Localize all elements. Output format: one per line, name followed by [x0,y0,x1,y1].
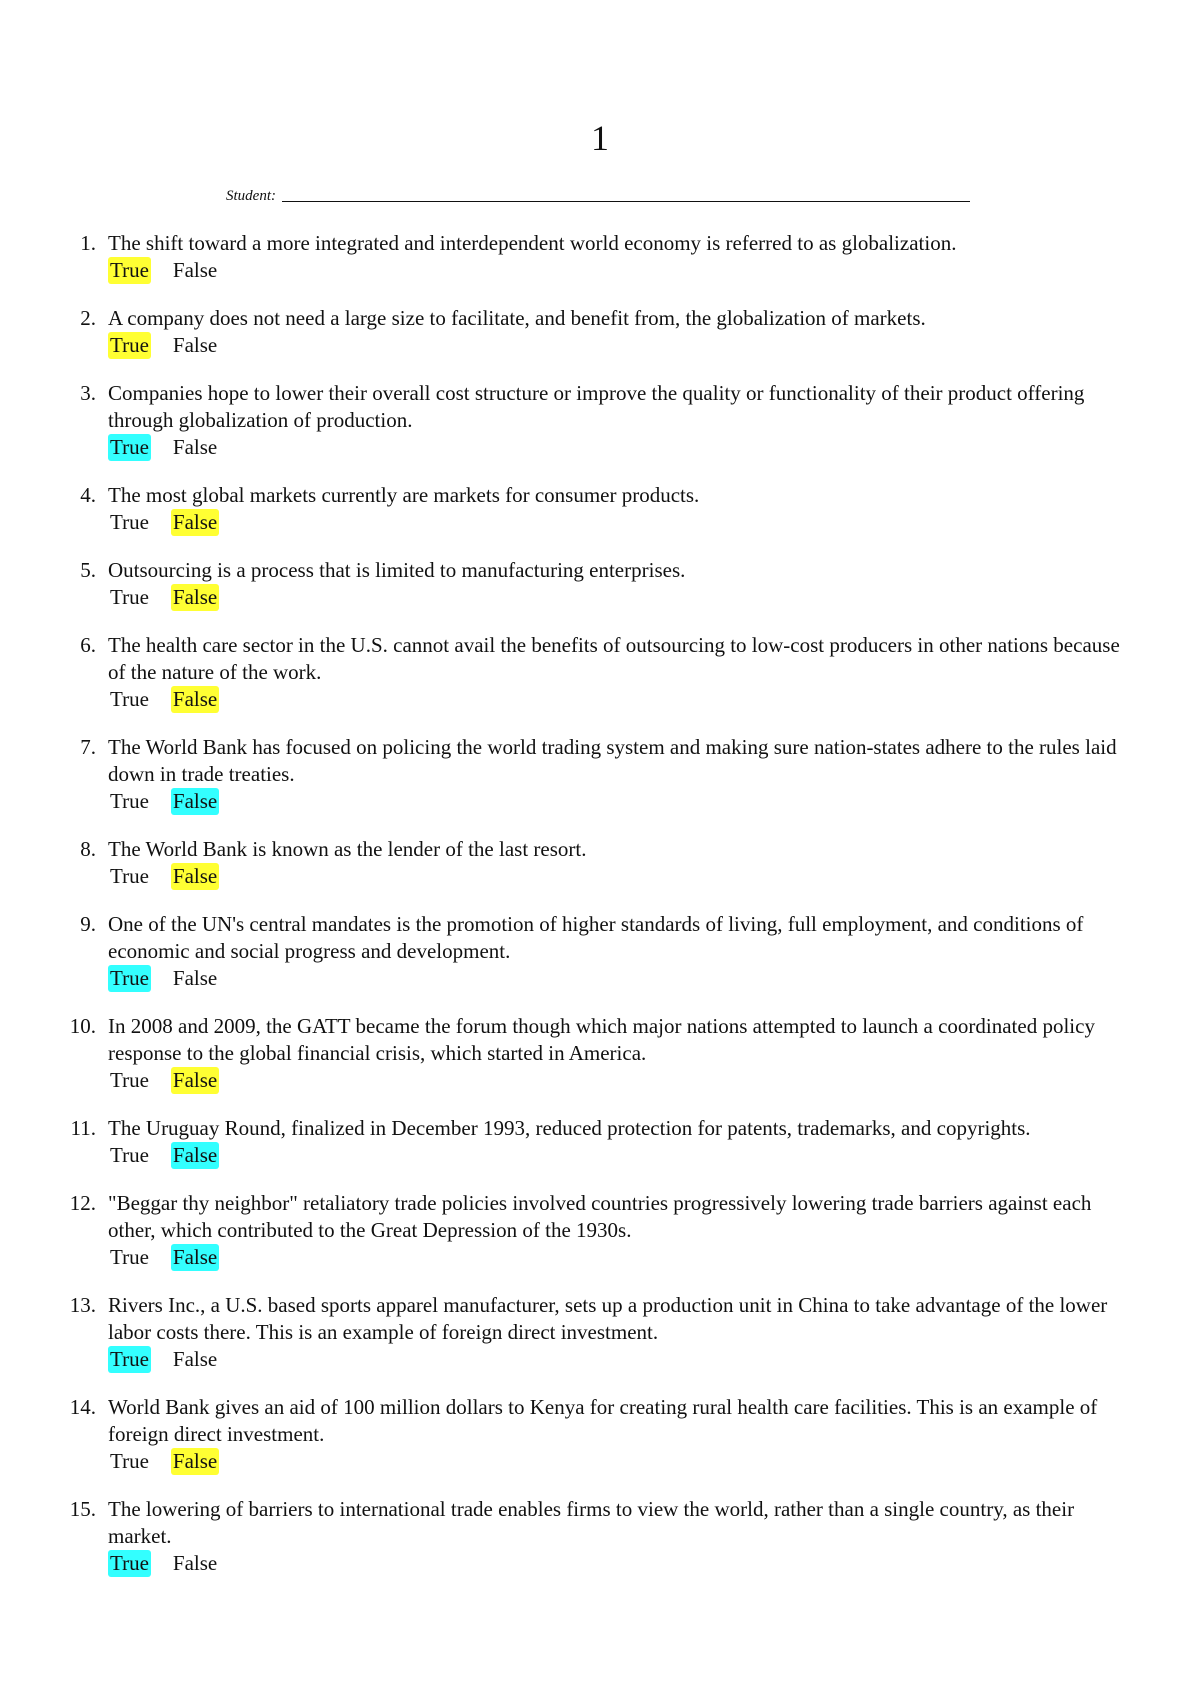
question-number: 2. [80,306,96,330]
answer-false: False [172,258,218,282]
answer-options [108,1244,1138,1271]
question-number: 14. [69,1395,96,1419]
question-number: 1. [80,231,96,255]
question-text: The lowering of barriers to international trade enables firms to view the world, rather than a single country, as their market. [108,1497,1075,1548]
question-text: Rivers Inc., a U.S. based sports apparel manufacturer, sets up a production unit in China to take advantage of the lower labor costs there. This is an example of foreign direct investment. [108,1293,1108,1344]
answer-options [108,1067,1138,1094]
answer-false: False [172,864,218,888]
question-item [58,632,1138,713]
question-item [58,734,1138,815]
question-number: 6. [80,633,96,657]
answer-options [108,686,1138,713]
answer-true: True [110,1347,149,1371]
answer-false: False [172,1551,218,1575]
question-item [58,1292,1138,1373]
question-text: In 2008 and 2009, the GATT became the forum though which major nations attempted to launch a coordinated policy response to the global financial crisis, which started in America. [108,1014,1095,1065]
question-text: The World Bank is known as the lender of the last resort. [108,837,587,861]
question-number: 7. [80,735,96,759]
answer-true: True [110,1143,149,1167]
question-number: 13. [69,1293,96,1317]
question-number: 9. [80,912,96,936]
question-item [58,230,1138,284]
answer-false: False [172,510,218,534]
answer-true: True [110,966,149,990]
question-number: 8. [80,837,96,861]
answer-true: True [110,1068,149,1092]
question-item [58,1115,1138,1169]
question-text: Outsourcing is a process that is limited to manufacturing enterprises. [108,558,686,582]
answer-options [108,257,1138,284]
question-item [58,482,1138,536]
answer-true: True [110,1245,149,1269]
answer-false: False [172,687,218,711]
answer-false: False [172,1068,218,1092]
answer-true: True [110,1551,149,1575]
question-text: The Uruguay Round, finalized in December 1993, reduced protection for patents, trademarks, and copyrights. [108,1116,1031,1140]
question-text: Companies hope to lower their overall cost structure or improve the quality or functionality of their product offering through globalization of production. [108,381,1085,432]
question-number: 10. [69,1014,96,1038]
answer-false: False [172,1449,218,1473]
answer-true: True [110,585,149,609]
question-number: 12. [69,1191,96,1215]
question-item [58,1190,1138,1271]
question-text: The World Bank has focused on policing the world trading system and making sure nation-states adhere to the rules laid down in trade treaties. [108,735,1117,786]
question-text: The health care sector in the U.S. cannot avail the benefits of outsourcing to low-cost producers in other nations because of the nature of the work. [108,633,1120,684]
answer-options [108,332,1138,359]
question-item [58,1496,1138,1577]
answer-true: True [110,435,149,459]
answer-false: False [172,435,218,459]
answer-options [108,863,1138,890]
question-text: One of the UN's central mandates is the promotion of higher standards of living, full employment, and conditions of economic and social progress and development. [108,912,1084,963]
answer-false: False [172,789,218,813]
answer-options [108,584,1138,611]
question-number: 15. [69,1497,96,1521]
answer-options [108,965,1138,992]
question-item [58,911,1138,992]
answer-false: False [172,1143,218,1167]
answer-false: False [172,966,218,990]
question-number: 11. [70,1116,96,1140]
answer-options [108,1346,1138,1373]
student-name-line [226,186,970,206]
question-item [58,1013,1138,1094]
answer-false: False [172,1245,218,1269]
question-number: 3. [80,381,96,405]
answer-true: True [110,687,149,711]
answer-true: True [110,864,149,888]
question-item [58,1394,1138,1475]
answer-options [108,1550,1138,1577]
answer-true: True [110,510,149,534]
question-text: "Beggar thy neighbor" retaliatory trade policies involved countries progressively lowering trade barriers against each other, which contributed to the Great Depression of the 1930s. [108,1191,1092,1242]
question-item [58,836,1138,890]
answer-true: True [110,333,149,357]
answer-options [108,1448,1138,1475]
answer-options [108,788,1138,815]
question-item [58,380,1138,461]
question-text: The most global markets currently are markets for consumer products. [108,483,700,507]
answer-options [108,509,1138,536]
answer-options [108,434,1138,461]
answer-true: True [110,789,149,813]
student-label: Student: [226,188,276,204]
question-number: 5. [80,558,96,582]
question-text: A company does not need a large size to facilitate, and benefit from, the globalization of markets. [108,306,926,330]
question-item [58,305,1138,359]
answer-false: False [172,333,218,357]
answer-options [108,1142,1138,1169]
question-text: The shift toward a more integrated and interdependent world economy is referred to as globalization. [108,231,957,255]
student-name-blank [282,187,970,202]
answer-true: True [110,1449,149,1473]
page-number: 1 [591,118,609,158]
answer-false: False [172,585,218,609]
question-list [58,230,1138,1598]
answer-true: True [110,258,149,282]
answer-false: False [172,1347,218,1371]
question-item [58,557,1138,611]
question-number: 4. [80,483,96,507]
question-text: World Bank gives an aid of 100 million dollars to Kenya for creating rural health care facilities. This is an example of foreign direct investment. [108,1395,1098,1446]
